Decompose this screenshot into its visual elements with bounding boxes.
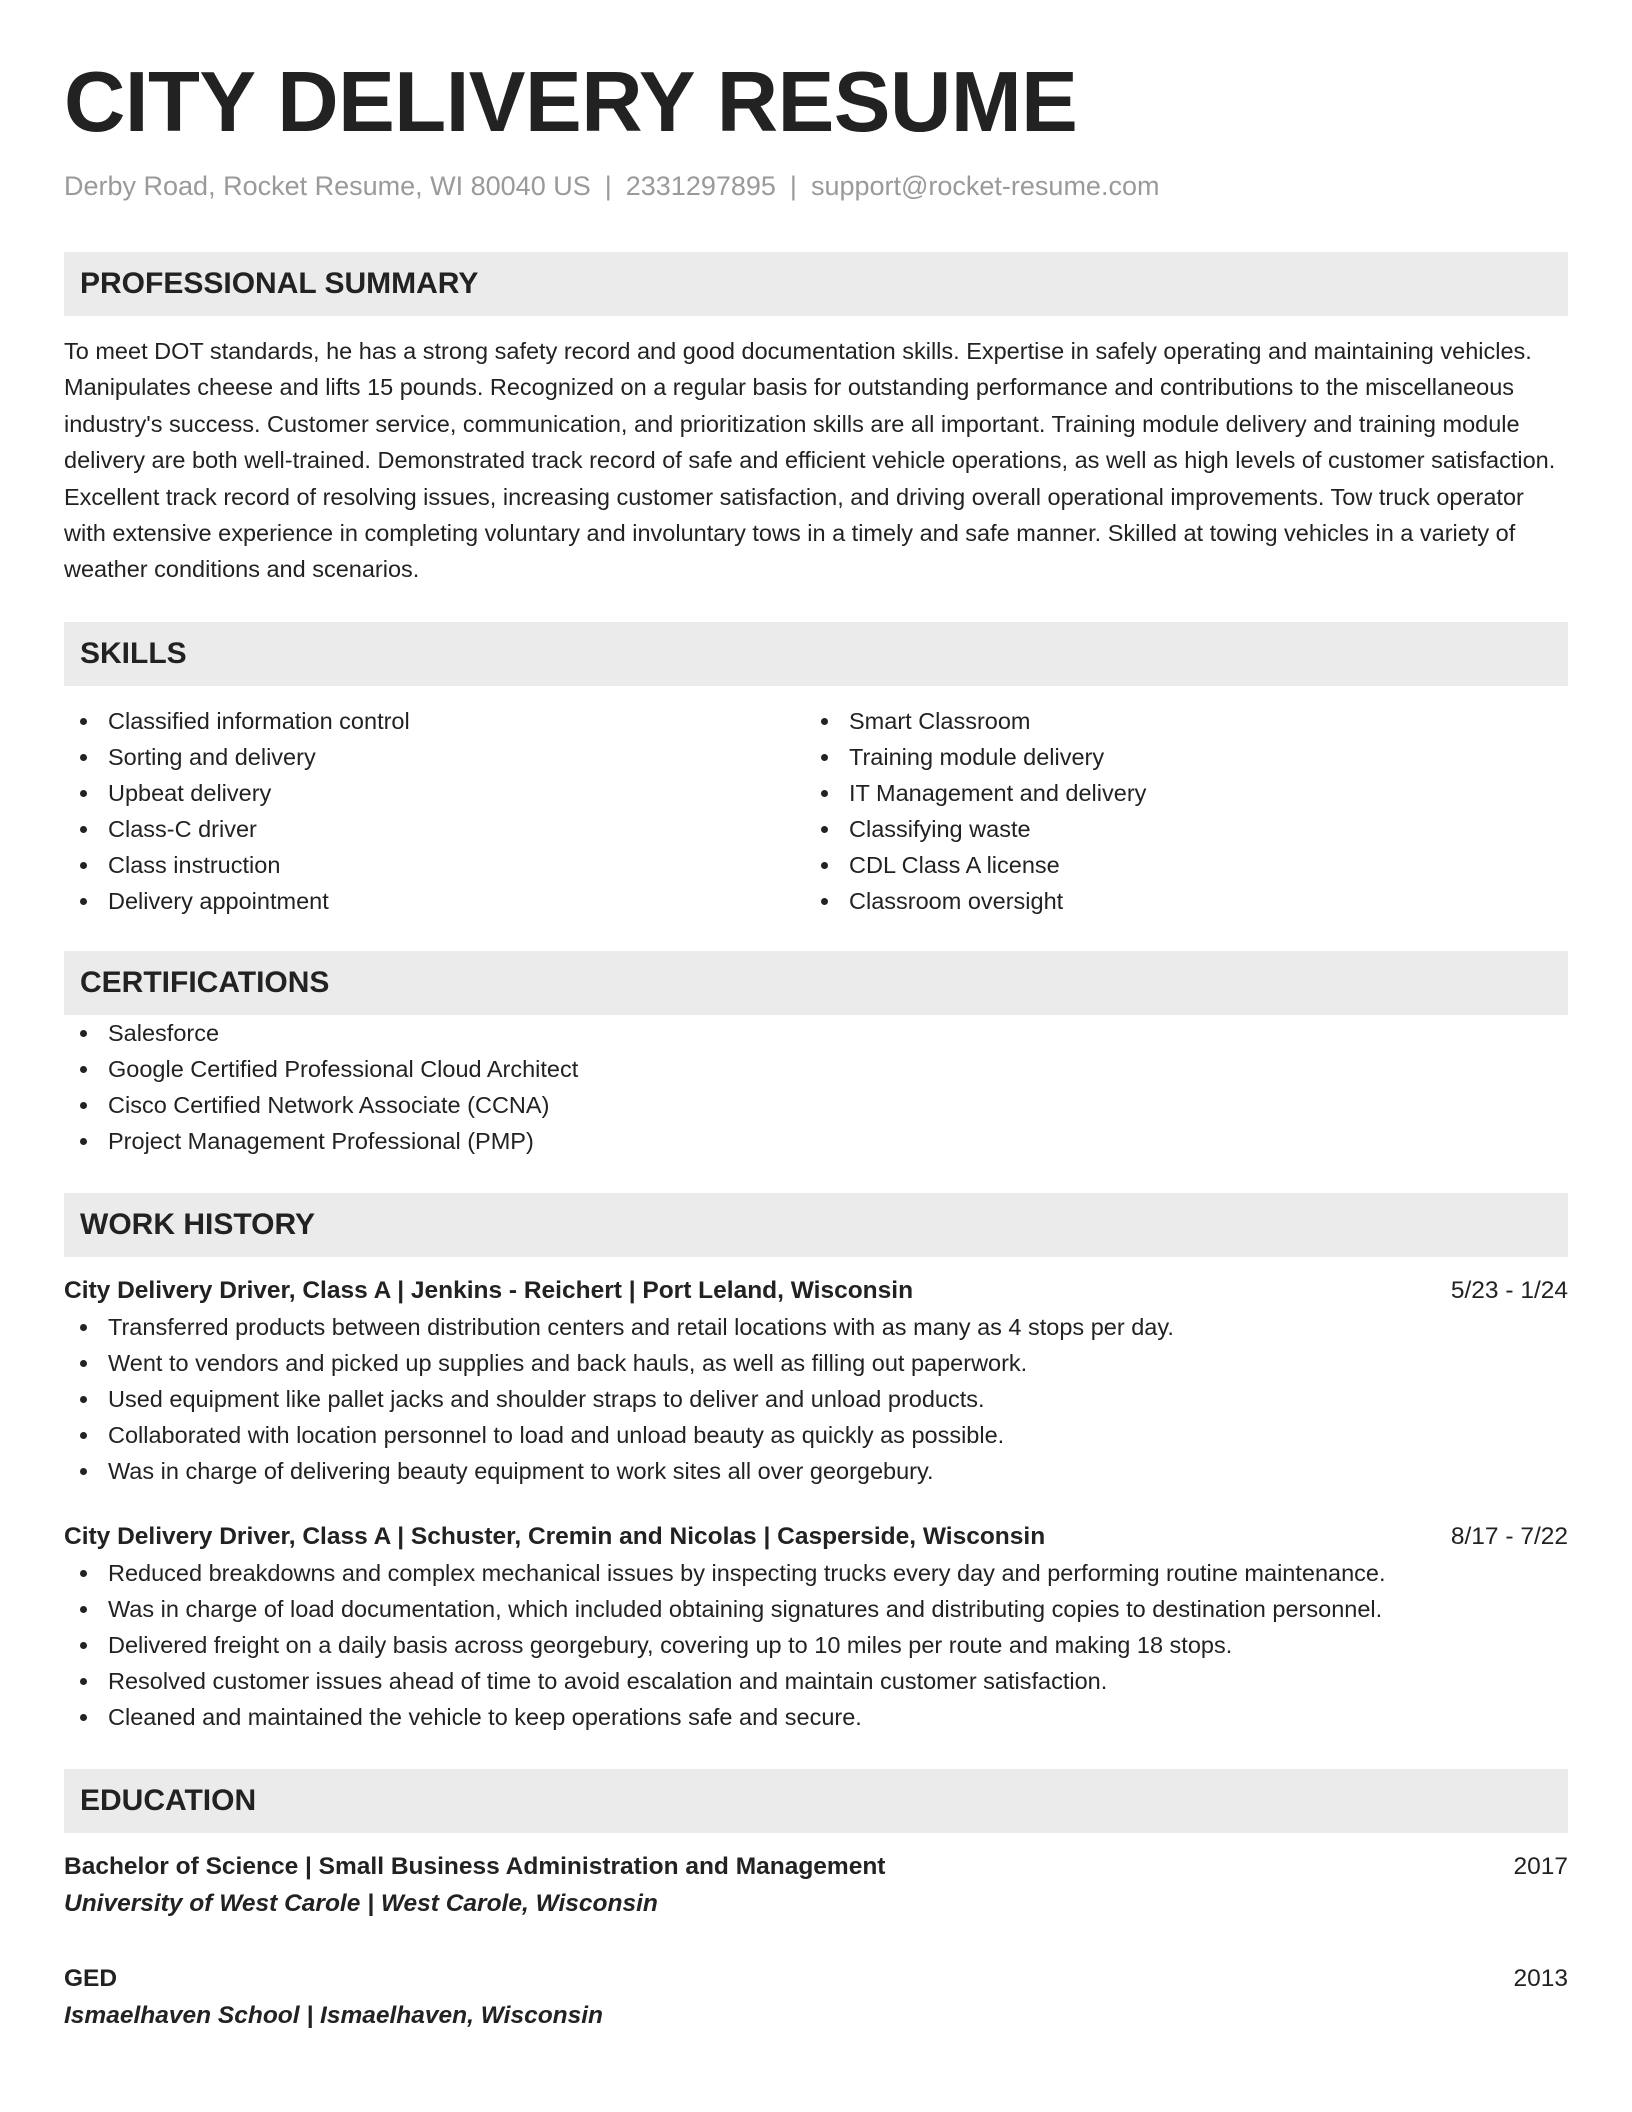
section-heading-work-history: WORK HISTORY — [64, 1193, 1568, 1257]
skill-item: CDL Class A license — [805, 847, 1546, 883]
certification-item: Salesforce — [64, 1015, 1568, 1051]
education-school: University of West Carole | West Carole, Wisconsin — [64, 1889, 658, 1917]
certifications-list — [64, 1015, 1568, 1159]
skill-item: Upbeat delivery — [64, 775, 805, 811]
contact-address: Derby Road, Rocket Resume, WI 80040 US — [64, 171, 591, 201]
job-duty-item: Delivered freight on a daily basis across georgebury, covering up to 10 miles per route and making 18 stops. — [64, 1627, 1568, 1663]
certification-item: Cisco Certified Network Associate (CCNA) — [64, 1087, 1568, 1123]
skill-item: Sorting and delivery — [64, 739, 805, 775]
job-header — [64, 1273, 1568, 1309]
job-duty-item: Used equipment like pallet jacks and shoulder straps to deliver and unload products. — [64, 1381, 1568, 1417]
job-duty-item: Went to vendors and picked up supplies and back hauls, as well as filling out paperwork. — [64, 1345, 1568, 1381]
job-duty-item: Resolved customer issues ahead of time to avoid escalation and maintain customer satisfaction. — [64, 1663, 1568, 1699]
education-header — [64, 1961, 1568, 1997]
contact-separator: | — [604, 171, 612, 201]
job-duty-item: Was in charge of delivering beauty equipment to work sites all over georgebury. — [64, 1453, 1568, 1489]
skill-item: Delivery appointment — [64, 883, 805, 919]
certification-item: Google Certified Professional Cloud Architect — [64, 1051, 1568, 1087]
skill-item: Smart Classroom — [805, 703, 1546, 739]
skills-column-left — [64, 703, 805, 919]
job-duties — [64, 1309, 1568, 1489]
job-entry — [64, 1273, 1568, 1489]
job-entry — [64, 1519, 1568, 1735]
contact-line — [64, 173, 1568, 200]
education-year: 2013 — [1513, 1964, 1568, 1992]
skill-item: Training module delivery — [805, 739, 1546, 775]
resume-title: CITY DELIVERY RESUME — [64, 55, 1078, 150]
skill-item: Class instruction — [64, 847, 805, 883]
job-duty-item: Transferred products between distribution centers and retail locations with as many as 4 stops per day. — [64, 1309, 1568, 1345]
job-duty-item: Reduced breakdowns and complex mechanical issues by inspecting trucks every day and performing routine maintenance. — [64, 1555, 1568, 1591]
skill-item: Classifying waste — [805, 811, 1546, 847]
education-degree: GED — [64, 1964, 118, 1992]
contact-separator: | — [789, 171, 797, 201]
job-duty-item: Was in charge of load documentation, which included obtaining signatures and distributing copies to destination personnel. — [64, 1591, 1568, 1627]
job-title: City Delivery Driver, Class A | Schuster, Cremin and Nicolas | Casperside, Wisconsin — [64, 1522, 1046, 1550]
skill-item: Class-C driver — [64, 811, 805, 847]
contact-email[interactable]: support@rocket-resume.com — [810, 171, 1160, 201]
education-school: Ismaelhaven School | Ismaelhaven, Wisconsin — [64, 2001, 604, 2029]
job-duties — [64, 1555, 1568, 1735]
contact-phone: 2331297895 — [625, 171, 776, 201]
education-header — [64, 1849, 1568, 1885]
education-degree: Bachelor of Science | Small Business Administration and Management — [64, 1852, 886, 1880]
section-heading-skills: SKILLS — [64, 622, 1568, 686]
job-duty-item: Cleaned and maintained the vehicle to keep operations safe and secure. — [64, 1699, 1568, 1735]
section-heading-education: EDUCATION — [64, 1769, 1568, 1833]
skills-column-right — [805, 703, 1546, 919]
section-heading-certifications: CERTIFICATIONS — [64, 951, 1568, 1015]
job-header — [64, 1519, 1568, 1555]
summary-paragraph: To meet DOT standards, he has a strong safety record and good documentation skills. Expertise in safely operating and maintaining vehicles. Manipulates cheese and lifts 15 pounds. Recognized on a regular basis for outstanding performance and contributions to the miscellaneous industry's success. Customer service, communication, and prioritization skills are all important. Training module delivery and training module delivery are both well-trained. Demonstrated track record of safe and efficient vehicle operations, as well as high levels of customer satisfaction. Excellent track record of resolving issues, increasing customer satisfaction, and driving overall operational improvements. Tow truck operator with extensive experience in completing voluntary and involuntary tows in a timely and safe manner. Skilled at towing vehicles in a variety of weather conditions and scenarios. — [64, 338, 1556, 583]
education-year: 2017 — [1513, 1852, 1568, 1880]
skill-item: Classified information control — [64, 703, 805, 739]
education-entry — [64, 1849, 1568, 1923]
job-title: City Delivery Driver, Class A | Jenkins - Reichert | Port Leland, Wisconsin — [64, 1276, 914, 1304]
certification-item: Project Management Professional (PMP) — [64, 1123, 1568, 1159]
skill-item: IT Management and delivery — [805, 775, 1546, 811]
skills-grid — [64, 703, 1568, 919]
job-duty-item: Collaborated with location personnel to load and unload beauty as quickly as possible. — [64, 1417, 1568, 1453]
education-entry — [64, 1961, 1568, 2035]
section-heading-summary: PROFESSIONAL SUMMARY — [64, 252, 1568, 316]
job-dates: 8/17 - 7/22 — [1450, 1522, 1568, 1550]
job-dates: 5/23 - 1/24 — [1450, 1276, 1568, 1304]
skill-item: Classroom oversight — [805, 883, 1546, 919]
